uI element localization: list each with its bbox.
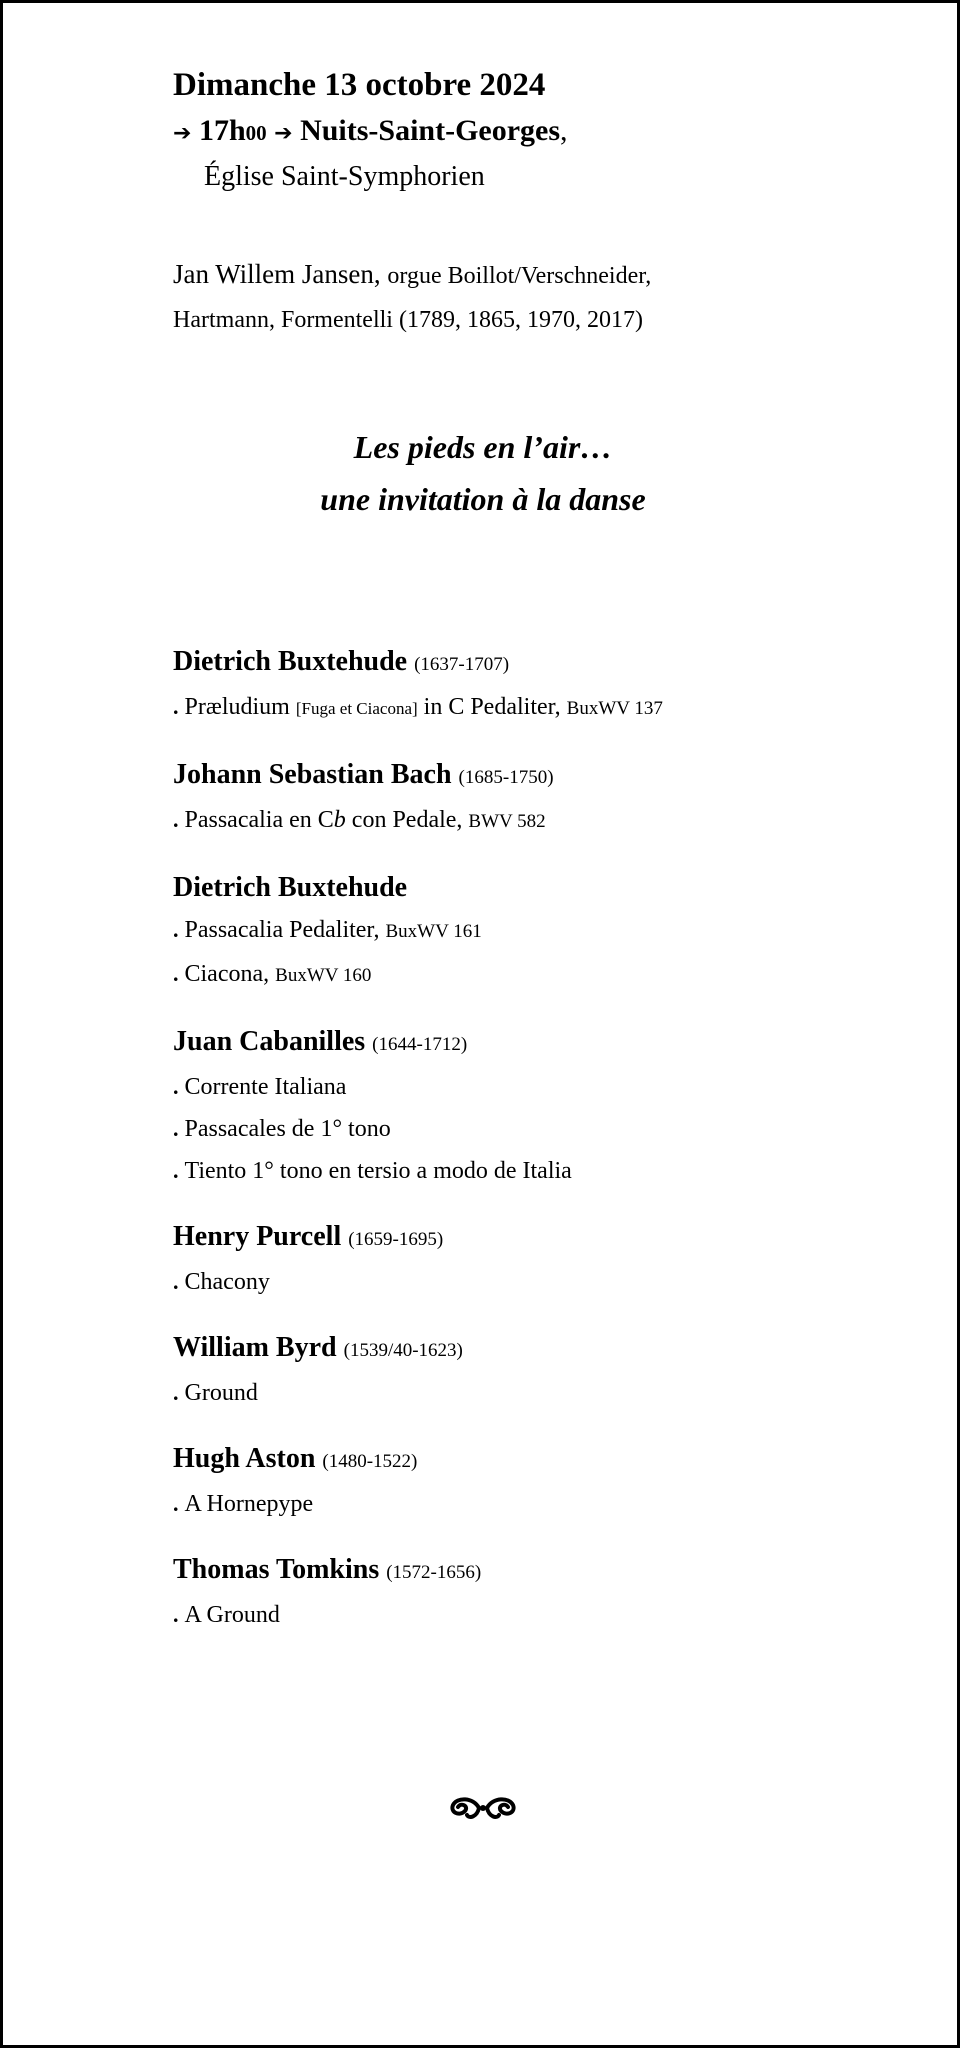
city-punctuation: ,	[560, 114, 568, 147]
event-hour: 17h	[198, 114, 246, 147]
concert-title	[3, 421, 960, 525]
composer-block	[173, 1438, 933, 1525]
program-list	[173, 641, 933, 1660]
event-city: Nuits-Saint-Georges	[300, 114, 561, 147]
work-item: . Chacony	[173, 1269, 270, 1295]
composer-name: Dietrich Buxtehude	[173, 646, 408, 677]
composer-dates: (1539/40-1623)	[343, 1340, 463, 1361]
organ-builders: Hartmann, Formentelli (1789, 1865, 1970, 2017)	[173, 307, 643, 333]
composer-name: Hugh Aston	[173, 1443, 316, 1474]
title-line-1: Les pieds en l’air…	[353, 429, 613, 465]
composer-dates: (1659-1695)	[348, 1229, 444, 1250]
composer-name: Henry Purcell	[173, 1221, 342, 1252]
fleuron-icon-svg	[443, 1793, 523, 1823]
catalog-number: BuxWV 161	[385, 921, 482, 942]
performer-block	[173, 252, 933, 342]
work-item: . Corrente Italiana	[173, 1074, 347, 1100]
composer-name: Johann Sebastian Bach	[173, 759, 452, 790]
event-venue: Église Saint-Symphorien	[204, 161, 485, 192]
event-time-location	[173, 109, 933, 156]
work-item: . A Ground	[173, 1602, 280, 1628]
work-item: . Tiento 1° tono en tersio a modo de Italia	[173, 1158, 572, 1184]
composer-block	[173, 754, 933, 843]
work-item: . Passacales de 1° tono	[173, 1116, 391, 1142]
catalog-number: BuxWV 160	[275, 965, 372, 986]
composer-dates: (1644-1712)	[372, 1034, 468, 1055]
catalog-number: BuxWV 137	[566, 698, 663, 719]
work-item: . Ground	[173, 1380, 258, 1406]
work-item: . Præludium [Fuga et Ciacona] in C Pedaliter, BuxWV 137	[173, 694, 663, 720]
composer-block	[173, 1021, 933, 1192]
composer-block	[173, 1549, 933, 1636]
event-minutes: 00	[245, 121, 267, 145]
composer-dates: (1572-1656)	[386, 1562, 482, 1583]
composer-dates: (1480-1522)	[322, 1451, 418, 1472]
work-item: . Ciacona, BuxWV 160	[173, 961, 372, 987]
composer-block	[173, 641, 933, 730]
composer-name: Dietrich Buxtehude	[173, 872, 408, 903]
title-line-2: une invitation à la danse	[320, 481, 646, 517]
composer-block	[173, 1216, 933, 1303]
event-header	[173, 63, 933, 342]
composer-dates: (1637-1707)	[414, 654, 510, 675]
composer-dates: (1685-1750)	[458, 767, 554, 788]
work-item: . Passacalia en Cb con Pedale, BWV 582	[173, 807, 546, 833]
arrow-right-icon: ➔	[274, 121, 293, 146]
fleuron-icon	[3, 1793, 960, 1828]
arrow-right-icon: ➔	[173, 121, 192, 146]
composer-name: Thomas Tomkins	[173, 1554, 380, 1585]
composer-block	[173, 867, 933, 997]
composer-block	[173, 1327, 933, 1414]
composer-name: Juan Cabanilles	[173, 1026, 366, 1057]
work-item: . A Hornepype	[173, 1491, 314, 1517]
work-item: . Passacalia Pedaliter, BuxWV 161	[173, 917, 482, 943]
event-date: Dimanche 13 octobre 2024	[173, 67, 546, 103]
catalog-number: BWV 582	[468, 811, 546, 832]
performer-name: Jan Willem Jansen,	[173, 259, 381, 289]
composer-name: William Byrd	[173, 1332, 337, 1363]
performer-instrument: orgue Boillot/Verschneider,	[387, 263, 652, 289]
